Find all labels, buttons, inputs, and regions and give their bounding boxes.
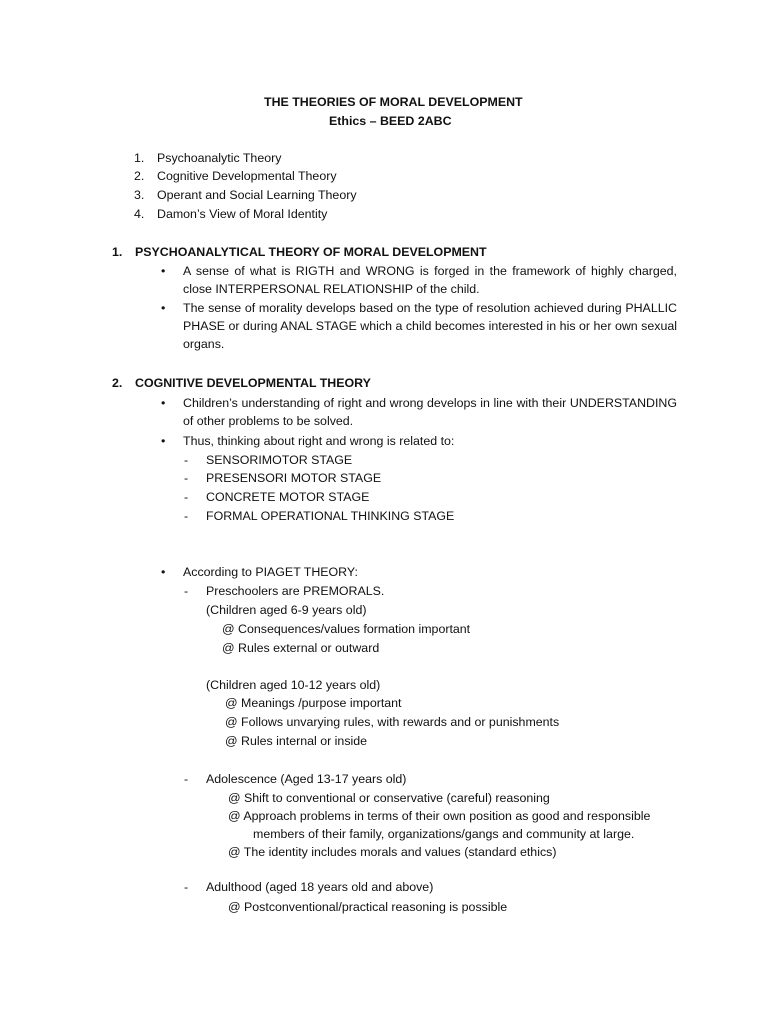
section-number: 2. (112, 376, 123, 390)
stage-item: CONCRETE MOTOR STAGE (206, 490, 370, 504)
section-heading: PSYCHOANALYTICAL THEORY OF MORAL DEVELOPMENT (135, 245, 487, 259)
toc-item: Psychoanalytic Theory (157, 151, 282, 165)
bullet-text: Children’s understanding of right and wrong develops in line with their UNDERSTANDING of other problems to be solved. (183, 396, 677, 428)
bullet-text: A sense of what is RIGTH and WRONG is forged in the framework of highly charged, close INTERPERSONAL RELATIONSHIP of the child. (183, 264, 677, 296)
stage-item: FORMAL OPERATIONAL THINKING STAGE (206, 509, 455, 523)
note-line: @ Postconventional/practical reasoning is possible (228, 900, 508, 914)
note-line: @ Follows unvarying rules, with rewards and or punishments (225, 715, 560, 729)
bullet-glyph: • (161, 301, 166, 315)
dash-glyph: - (184, 453, 189, 467)
sub-item: Adolescence (Aged 13-17 years old) (206, 772, 407, 786)
doc-subtitle: Ethics – BEED 2ABC (329, 114, 452, 128)
note-line: @ The identity includes morals and values (standard ethics) (228, 845, 557, 859)
bullet-glyph: • (161, 434, 166, 448)
section-number: 1. (112, 245, 123, 259)
note-line: @ Approach problems in terms of their own position as good and responsible (228, 809, 651, 823)
toc-item: Damon’s View of Moral Identity (157, 207, 328, 221)
dash-glyph: - (184, 772, 189, 786)
stage-item: SENSORIMOTOR STAGE (206, 453, 353, 467)
toc-num: 1. (134, 151, 145, 165)
dash-glyph: - (184, 584, 189, 598)
dash-glyph: - (184, 490, 189, 504)
sub-item: Preschoolers are PREMORALS. (206, 584, 385, 598)
note-line: @ Meanings /purpose important (225, 696, 402, 710)
note-line: @ Shift to conventional or conservative (careful) reasoning (228, 791, 550, 805)
note-line: @ Rules internal or inside (225, 734, 368, 748)
dash-glyph: - (184, 509, 189, 523)
bullet-glyph: • (161, 396, 166, 410)
bullet-glyph: • (161, 565, 166, 579)
toc-num: 4. (134, 207, 145, 221)
dash-glyph: - (184, 880, 189, 894)
bullet-text: The sense of morality develops based on the type of resolution achieved during PHALLIC PHASE or during ANAL STAGE which a child becomes interested in his or her own sexual organs. (183, 301, 677, 351)
bullet-glyph: • (161, 264, 166, 278)
toc-num: 2. (134, 169, 145, 183)
toc-item: Cognitive Developmental Theory (157, 169, 337, 183)
note-line: @ Rules external or outward (222, 641, 380, 655)
doc-title: THE THEORIES OF MORAL DEVELOPMENT (264, 95, 523, 109)
age-group: (Children aged 6-9 years old) (206, 603, 367, 617)
bullet-text: According to PIAGET THEORY: (183, 565, 358, 579)
dash-glyph: - (184, 471, 189, 485)
toc-num: 3. (134, 188, 145, 202)
toc-item: Operant and Social Learning Theory (157, 188, 357, 202)
note-line-continued: members of their family, organizations/gangs and community at large. (253, 827, 635, 841)
bullet-text: Thus, thinking about right and wrong is related to: (183, 434, 455, 448)
age-group: (Children aged 10-12 years old) (206, 678, 381, 692)
section-heading: COGNITIVE DEVELOPMENTAL THEORY (135, 376, 371, 390)
note-line: @ Consequences/values formation important (222, 622, 471, 636)
sub-item: Adulthood (aged 18 years old and above) (206, 880, 434, 894)
stage-item: PRESENSORI MOTOR STAGE (206, 471, 382, 485)
